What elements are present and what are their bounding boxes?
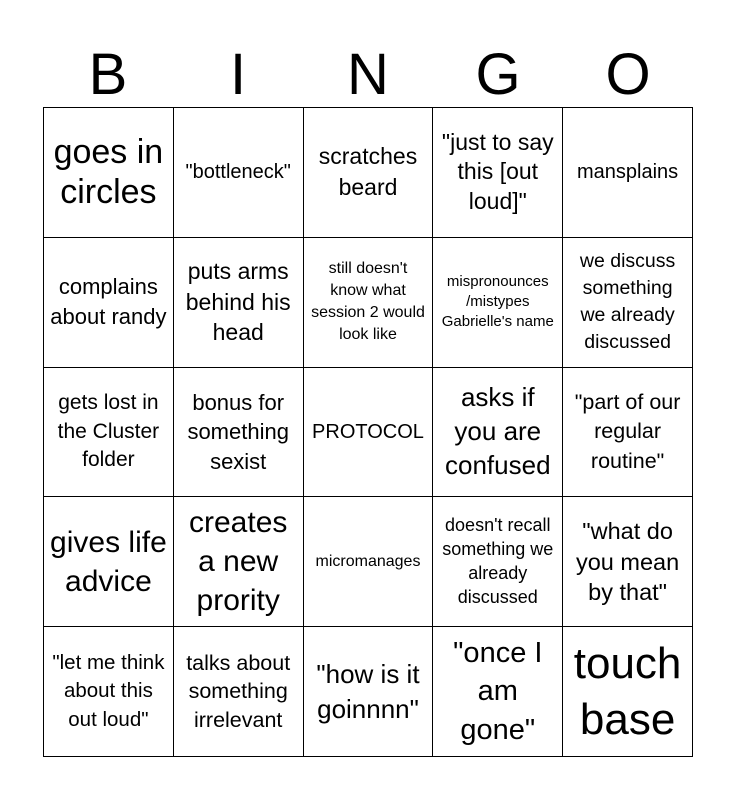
bingo-cell-text: we discuss something we already discussed — [579, 249, 676, 354]
bingo-cell[interactable] — [174, 497, 304, 627]
bingo-cell[interactable] — [563, 627, 693, 757]
bingo-cell[interactable] — [44, 627, 174, 757]
bingo-cell-text: gets lost in the Cluster folder — [57, 391, 160, 472]
bingo-cell[interactable] — [44, 238, 174, 368]
bingo-cell[interactable] — [563, 238, 693, 368]
header-letter-g: G — [475, 42, 521, 107]
bingo-cell-text: "how is it goinnnn" — [316, 659, 420, 724]
header-letter-i: I — [229, 42, 247, 107]
bingo-cell[interactable] — [433, 108, 563, 238]
bingo-cell-text: mansplains — [577, 161, 679, 184]
bingo-header — [43, 42, 693, 107]
bingo-cell[interactable] — [304, 238, 434, 368]
bingo-cell-text: still doesn't know what session 2 would look like — [311, 260, 425, 344]
bingo-cell-text: "just to say this [out loud]" — [441, 128, 554, 215]
bingo-cell-text: micromanages — [315, 553, 421, 571]
bingo-cell-text: "bottleneck" — [185, 161, 291, 184]
header-letter-o: O — [605, 42, 651, 107]
bingo-cell-text: touch base — [573, 638, 682, 744]
bingo-cell[interactable] — [174, 627, 304, 757]
bingo-cell-text: gives life advice — [50, 525, 167, 598]
bingo-cell[interactable] — [44, 368, 174, 498]
bingo-cell-text: puts arms behind his head — [185, 258, 291, 346]
bingo-cell[interactable] — [563, 368, 693, 498]
bingo-cell-text: complains about randy — [50, 274, 167, 330]
bingo-cell-text: asks if you are confused — [445, 382, 551, 480]
bingo-cell[interactable] — [304, 627, 434, 757]
bingo-cell[interactable] — [174, 238, 304, 368]
bingo-cell[interactable] — [433, 368, 563, 498]
bingo-cell[interactable] — [433, 238, 563, 368]
bingo-cell[interactable] — [304, 497, 434, 627]
bingo-cell-text: "once I am gone" — [453, 636, 543, 746]
bingo-cell[interactable] — [563, 497, 693, 627]
bingo-cell-text: scratches beard — [318, 143, 418, 201]
bingo-cell[interactable] — [433, 497, 563, 627]
bingo-cell-text: "part of our regular routine" — [574, 390, 681, 473]
bingo-cell[interactable] — [174, 368, 304, 498]
bingo-cell-text: PROTOCOL — [312, 420, 424, 443]
bingo-cell[interactable] — [44, 497, 174, 627]
bingo-cell-text: "let me think about this out loud" — [52, 650, 165, 731]
bingo-cell-text: bonus for something sexist — [187, 389, 289, 474]
bingo-cell[interactable] — [433, 627, 563, 757]
bingo-cell-text: mispronounces /mistypes Gabrielle's name — [441, 273, 554, 331]
bingo-cell-text: talks about something irrelevant — [186, 650, 291, 732]
header-letter-n: N — [347, 42, 389, 107]
bingo-cell-text: "what do you mean by that" — [575, 517, 680, 606]
bingo-grid — [43, 107, 693, 757]
bingo-cell-text: doesn't recall something we already discussed — [442, 515, 554, 607]
bingo-cell[interactable] — [563, 108, 693, 238]
header-letter-b: B — [88, 42, 128, 107]
bingo-cell[interactable] — [44, 108, 174, 238]
bingo-cell[interactable] — [174, 108, 304, 238]
bingo-cell-text: creates a new prority — [189, 506, 288, 618]
bingo-cell[interactable] — [304, 108, 434, 238]
bingo-cell[interactable] — [304, 368, 434, 498]
bingo-cell-text: goes in circles — [53, 133, 164, 212]
